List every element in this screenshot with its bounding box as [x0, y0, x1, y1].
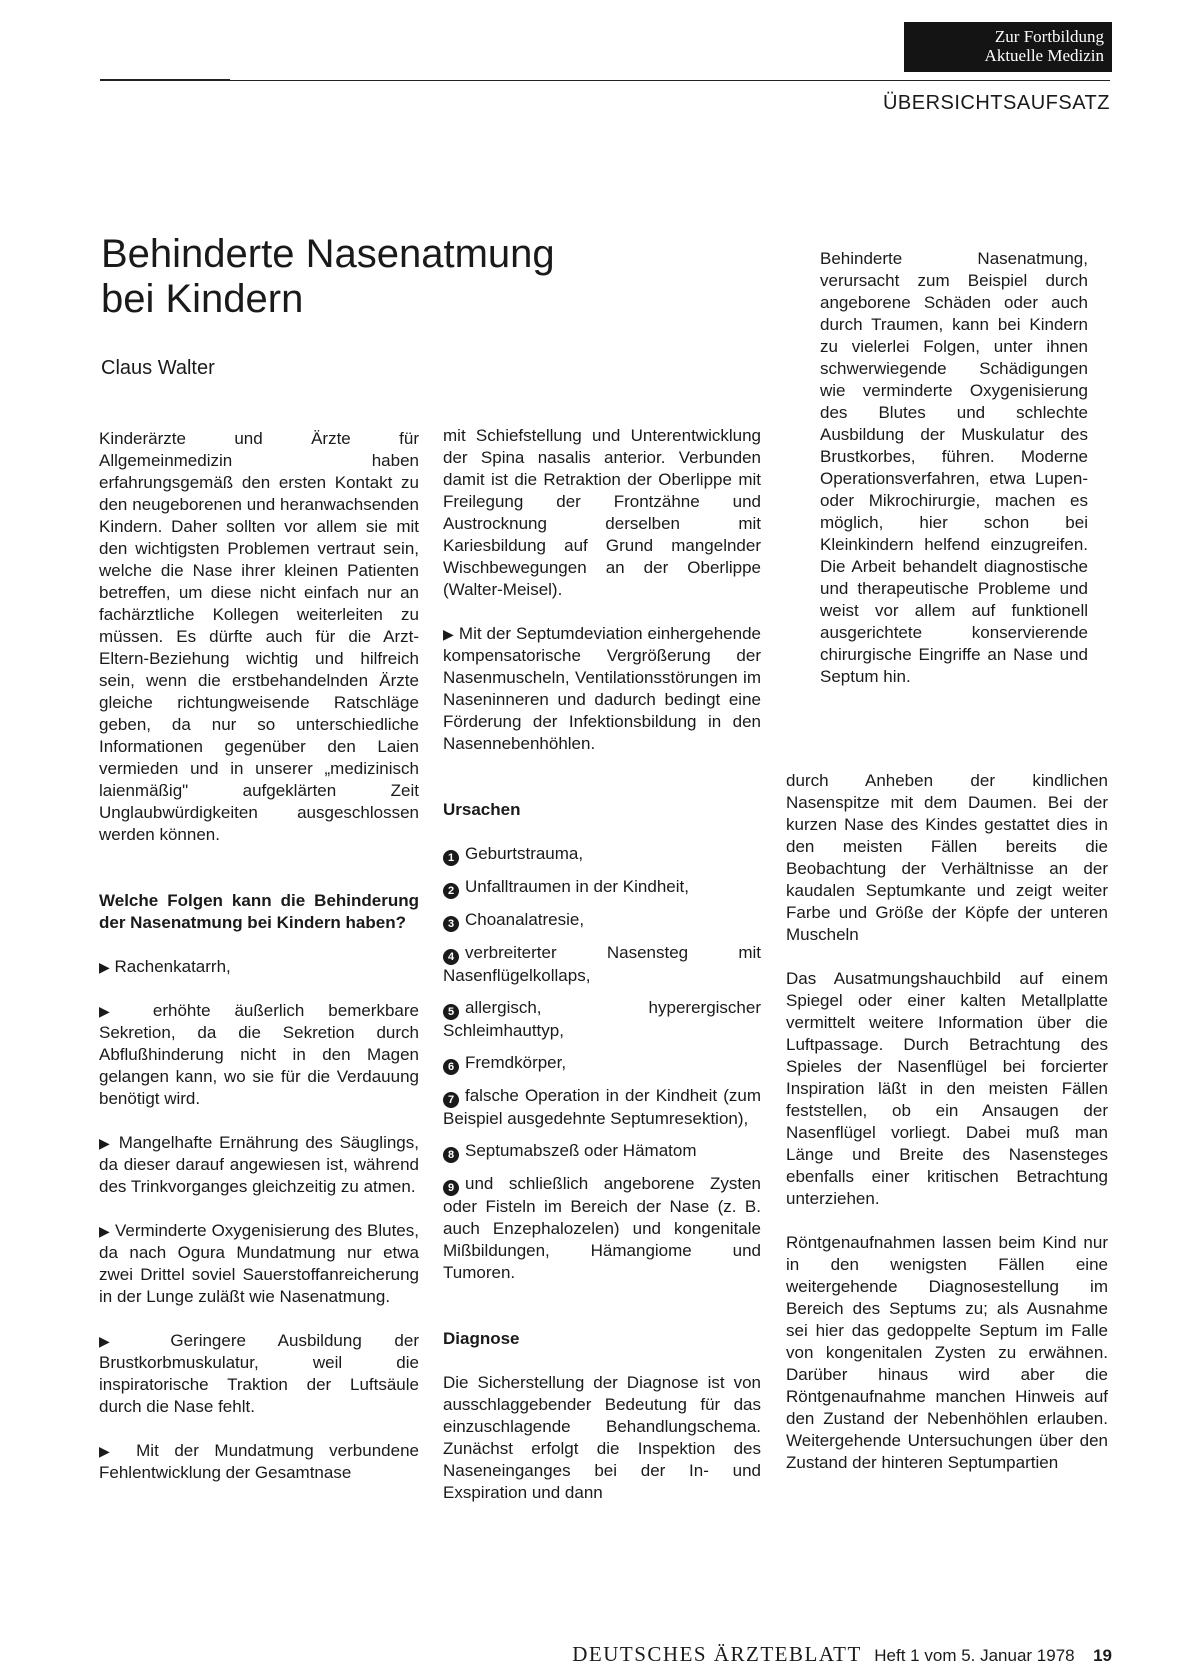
- list-item: ▶ Mit der Mundatmung verbundene Fehlentwicklung der Gesamtnase: [99, 1441, 419, 1482]
- triangle-bullet-icon: ▶: [443, 626, 454, 642]
- triangle-bullet-icon: ▶: [99, 1135, 112, 1151]
- abstract: Behinderte Nasenatmung, verursacht zum Beispiel durch angeborene Schäden oder auch durch Traumen, kann bei Kindern zu vielerlei Folgen, unter ihnen schwerwiegende Schädigungen wie verminderte Oxygenisierung des Blutes und schlechte Ausbildung der Muskulatur des Brustkorbes, führen. Moderne Operationsverfahren, etwa Lupen- oder Mikrochirurgie, machen es möglich, hier schon bei Kleinkindern helfend einzugreifen. Die Arbeit behandelt diagnostische und therapeutische Probleme und weist vor allem auf funktionell ausgerichtete konservierende chirurgische Eingriffe an Nase und Septum hin.: [820, 249, 1088, 686]
- article-title: [101, 232, 555, 322]
- cause-item: 1 Geburtstrauma,: [443, 843, 761, 866]
- causes-list: [443, 843, 761, 1284]
- cause-item: 8 Septumabszeß oder Hämatom: [443, 1140, 761, 1163]
- triangle-bullet-icon: ▶: [99, 1223, 110, 1239]
- cause-item: 6 Fremdkörper,: [443, 1052, 761, 1075]
- issue-info: Heft 1 vom 5. Januar 1978: [874, 1646, 1075, 1665]
- cause-item: 2 Unfalltraumen in der Kindheit,: [443, 876, 761, 899]
- page-footer: [0, 1642, 1112, 1667]
- number-6-icon: 6: [443, 1059, 459, 1075]
- list-item: ▶ Rachenkatarrh,: [99, 957, 231, 976]
- category-badge: [904, 22, 1112, 72]
- author: Claus Walter: [101, 357, 215, 379]
- paragraph: Das Ausatmungshauchbild auf einem Spiegel oder einer kalten Metallplatte vermittelt weitere Information über die Luftpassage. Durch Betrachtung des Spieles der Nasenflügel bei forcierter Inspiration läßt in den meisten Fällen feststellen, ob ein Ansaugen der Nasenflügel vorliegt. Dabei muß man Länge und Breite des Nasensteges ebenfalls einer kritischen Betrachtung unterziehen.: [786, 969, 1108, 1208]
- badge-line-2: Aktuelle Medizin: [984, 46, 1104, 65]
- number-1-icon: 1: [443, 850, 459, 866]
- badge-line-1: Zur Fortbildung: [994, 27, 1104, 46]
- page-number: 19: [1093, 1646, 1112, 1665]
- continued-paragraph: mit Schiefstellung und Unterentwicklung der Spina nasalis anterior. Verbunden damit ist die Retraktion der Oberlippe mit Freilegung der Frontzähne und Austrocknung derselben mit Kariesbildung auf Grund mangelnder Wischbewegungen an der Oberlippe (Walter-Meisel).: [443, 426, 761, 599]
- diagnosis-paragraph: Die Sicherstellung der Diagnose ist von ausschlaggebender Bedeutung für das einzuschlagende Behandlungschema. Zunächst erfolgt die Inspektion des Naseneinganges bei der In- und Exspiration und dann: [443, 1373, 761, 1502]
- section-heading-causes: Ursachen: [443, 800, 521, 819]
- column-2: [443, 425, 761, 1504]
- triangle-bullet-icon: ▶: [99, 1443, 121, 1459]
- header-rule: [100, 80, 1110, 81]
- list-item: ▶ Geringere Ausbildung der Brustkorbmuskulatur, weil die inspiratorische Traktion der Luftsäule durch die Nase fehlt.: [99, 1331, 419, 1416]
- cause-item: 3 Choanalatresie,: [443, 909, 761, 932]
- column-1: [99, 428, 419, 1484]
- number-3-icon: 3: [443, 916, 459, 932]
- section-heading-consequences: Welche Folgen kann die Behinderung der Nasenatmung bei Kindern haben?: [99, 891, 419, 932]
- list-item: ▶ erhöhte äußerlich bemerkbare Sekretion, da die Sekretion durch Abflußhinderung nicht in den Magen gelangen kann, wo sie für die Verdauung benötigt wird.: [99, 1001, 419, 1108]
- list-item: ▶ Mangelhafte Ernährung des Säuglings, da dieser darauf angewiesen ist, während des Trinkvorganges gleichzeitig zu atmen.: [99, 1133, 419, 1196]
- number-9-icon: 9: [443, 1180, 459, 1196]
- number-8-icon: 8: [443, 1147, 459, 1163]
- list-item: ▶ Mit der Septumdeviation einhergehende kompensatorische Vergrößerung der Nasenmuscheln, Ventilationsstörungen im Naseninneren und dadurch bedingt eine Förderung der Infektionsbildung in den Nasennebenhöhlen.: [443, 624, 761, 753]
- list-item: ▶ Verminderte Oxygenisierung des Blutes, da nach Ogura Mundatmung nur etwa zwei Drittel soviel Sauerstoffanreicherung in der Lunge zuläßt wie Nasenatmung.: [99, 1221, 419, 1306]
- number-2-icon: 2: [443, 883, 459, 899]
- paragraph: Röntgenaufnahmen lassen beim Kind nur in den wenigsten Fällen eine weitergehende Diagnosestellung im Bereich des Septums zu; als Ausnahme sei hier das gedoppelte Septum im Falle von kongenitalen Zysten zu erwähnen. Darüber hinaus wird aber die Röntgenaufnahme manchen Hinweis auf den Zustand der Nebenhöhlen erlauben. Weitergehende Untersuchungen über den Zustand der hinteren Septumpartien: [786, 1233, 1108, 1472]
- cause-item: 4 verbreiterter Nasensteg mit Nasenflügelkollaps,: [443, 943, 761, 985]
- number-7-icon: 7: [443, 1092, 459, 1108]
- number-5-icon: 5: [443, 1004, 459, 1020]
- triangle-bullet-icon: ▶: [99, 1333, 138, 1349]
- paragraph: durch Anheben der kindlichen Nasenspitze mit dem Daumen. Bei der kurzen Nase des Kindes gestattet dies in den meisten Fällen bereits die Beobachtung der Verhältnisse an der kaudalen Septumkante und zeigt weiter Farbe und Größe der Köpfe der unteren Muscheln: [786, 771, 1108, 944]
- triangle-bullet-icon: ▶: [99, 1003, 129, 1019]
- journal-name: DEUTSCHES ÄRZTEBLATT: [572, 1642, 862, 1666]
- section-heading-diagnosis: Diagnose: [443, 1329, 520, 1348]
- number-4-icon: 4: [443, 949, 459, 965]
- section-label: ÜBERSICHTSAUFSATZ: [882, 92, 1110, 114]
- cause-item: 7 falsche Operation in der Kindheit (zum Beispiel ausgedehnte Septumresektion),: [443, 1086, 761, 1128]
- cause-item: 5 allergisch, hyperergischer Schleimhauttyp,: [443, 998, 761, 1040]
- title-line-1: Behinderte Nasenatmung: [101, 232, 555, 276]
- intro-paragraph: Kinderärzte und Ärzte für Allgemeinmedizin haben erfahrungsgemäß den ersten Kontakt zu den neugeborenen und heranwachsenden Kindern. Daher sollten vor allem sie mit den wichtigsten Problemen vertraut sein, welche die Nase ihrer kleinen Patienten betreffen, um diese nicht einfach nur an fachärztliche Kollegen weiterleiten zu müssen. Es dürfte auch für die Arzt-Eltern-Beziehung wichtig und hilfreich sein, wenn die erstbehandelnden Ärzte gleiche richtungweisende Ratschläge geben, da nur so unterschiedliche Informationen gegenüber den Laien vermieden und in unserer „medizinisch laienmäßig" aufgeklärten Zeit Unglaubwürdigkeiten ausgeschlossen werden können.: [99, 429, 419, 844]
- title-line-2: bei Kindern: [101, 277, 304, 321]
- triangle-bullet-icon: ▶: [99, 959, 110, 975]
- column-3: [786, 770, 1108, 1474]
- cause-item: 9 und schließlich angeborene Zysten oder Fisteln im Bereich der Nase (z. B. auch Enzephalozelen) und kongenitale Mißbildungen, Hämangiome und Tumoren.: [443, 1174, 761, 1282]
